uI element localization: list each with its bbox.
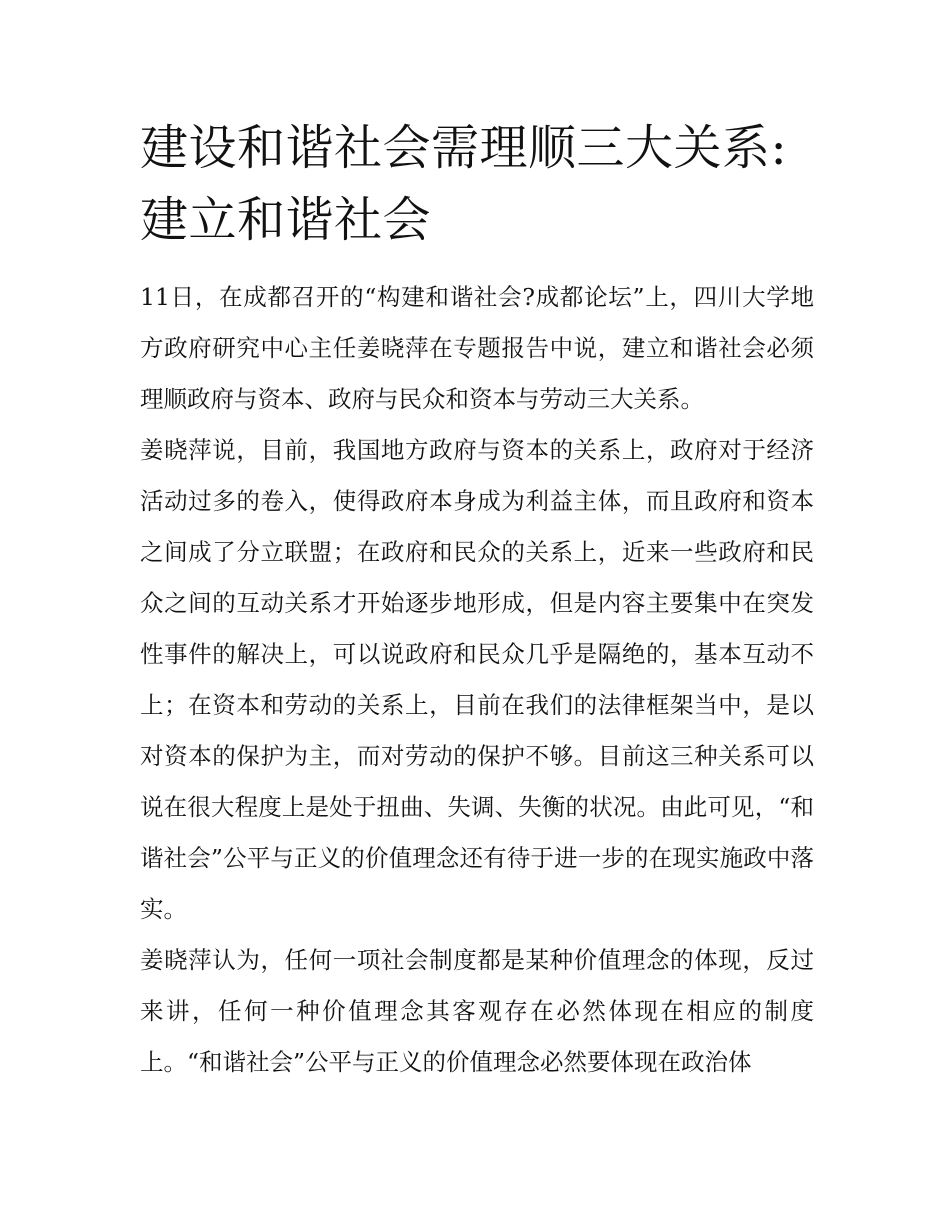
document-title — [140, 112, 814, 256]
document-body — [140, 112, 814, 1088]
paragraph-2: 姜晓萍说，目前，我国地方政府与资本的关系上，政府对于经济活动过多的卷入，使得政府本身成为利益主体，而且政府和资本之间成了分立联盟；在政府和民众的关系上，近来一些政府和民众之间的互动关系才开始逐步地形成，但是内容主要集中在突发性事件的解决上，可以说政府和民众几乎是隔绝的，基本互动不上；在资本和劳动的关系上，目前在我们的法律框架当中，是以对资本的保护为主，而对劳动的保护不够。目前这三种关系可以说在很大程度上是处于扭曲、失调、失衡的状况。由此可见，“和谐社会”公平与正义的价值理念还有待于进一步的在现实施政中落实。 — [140, 436, 814, 923]
paragraph-1: 11日，在成都召开的“构建和谐社会?成都论坛”上，四川大学地方政府研究中心主任姜晓萍在专题报告中说，建立和谐社会必须理顺政府与资本、政府与民众和资本与劳动三大关系。 — [140, 283, 814, 413]
title-line-2: 建立和谐社会 — [140, 192, 432, 248]
paragraph-3: 姜晓萍认为，任何一项社会制度都是某种价值理念的体现，反过来讲，任何一种价值理念其客观存在必然体现在相应的制度上。“和谐社会”公平与正义的价值理念必然要体现在政治体 — [140, 946, 814, 1076]
title-line-1: 建设和谐社会需理顺三大关系: — [140, 120, 788, 176]
